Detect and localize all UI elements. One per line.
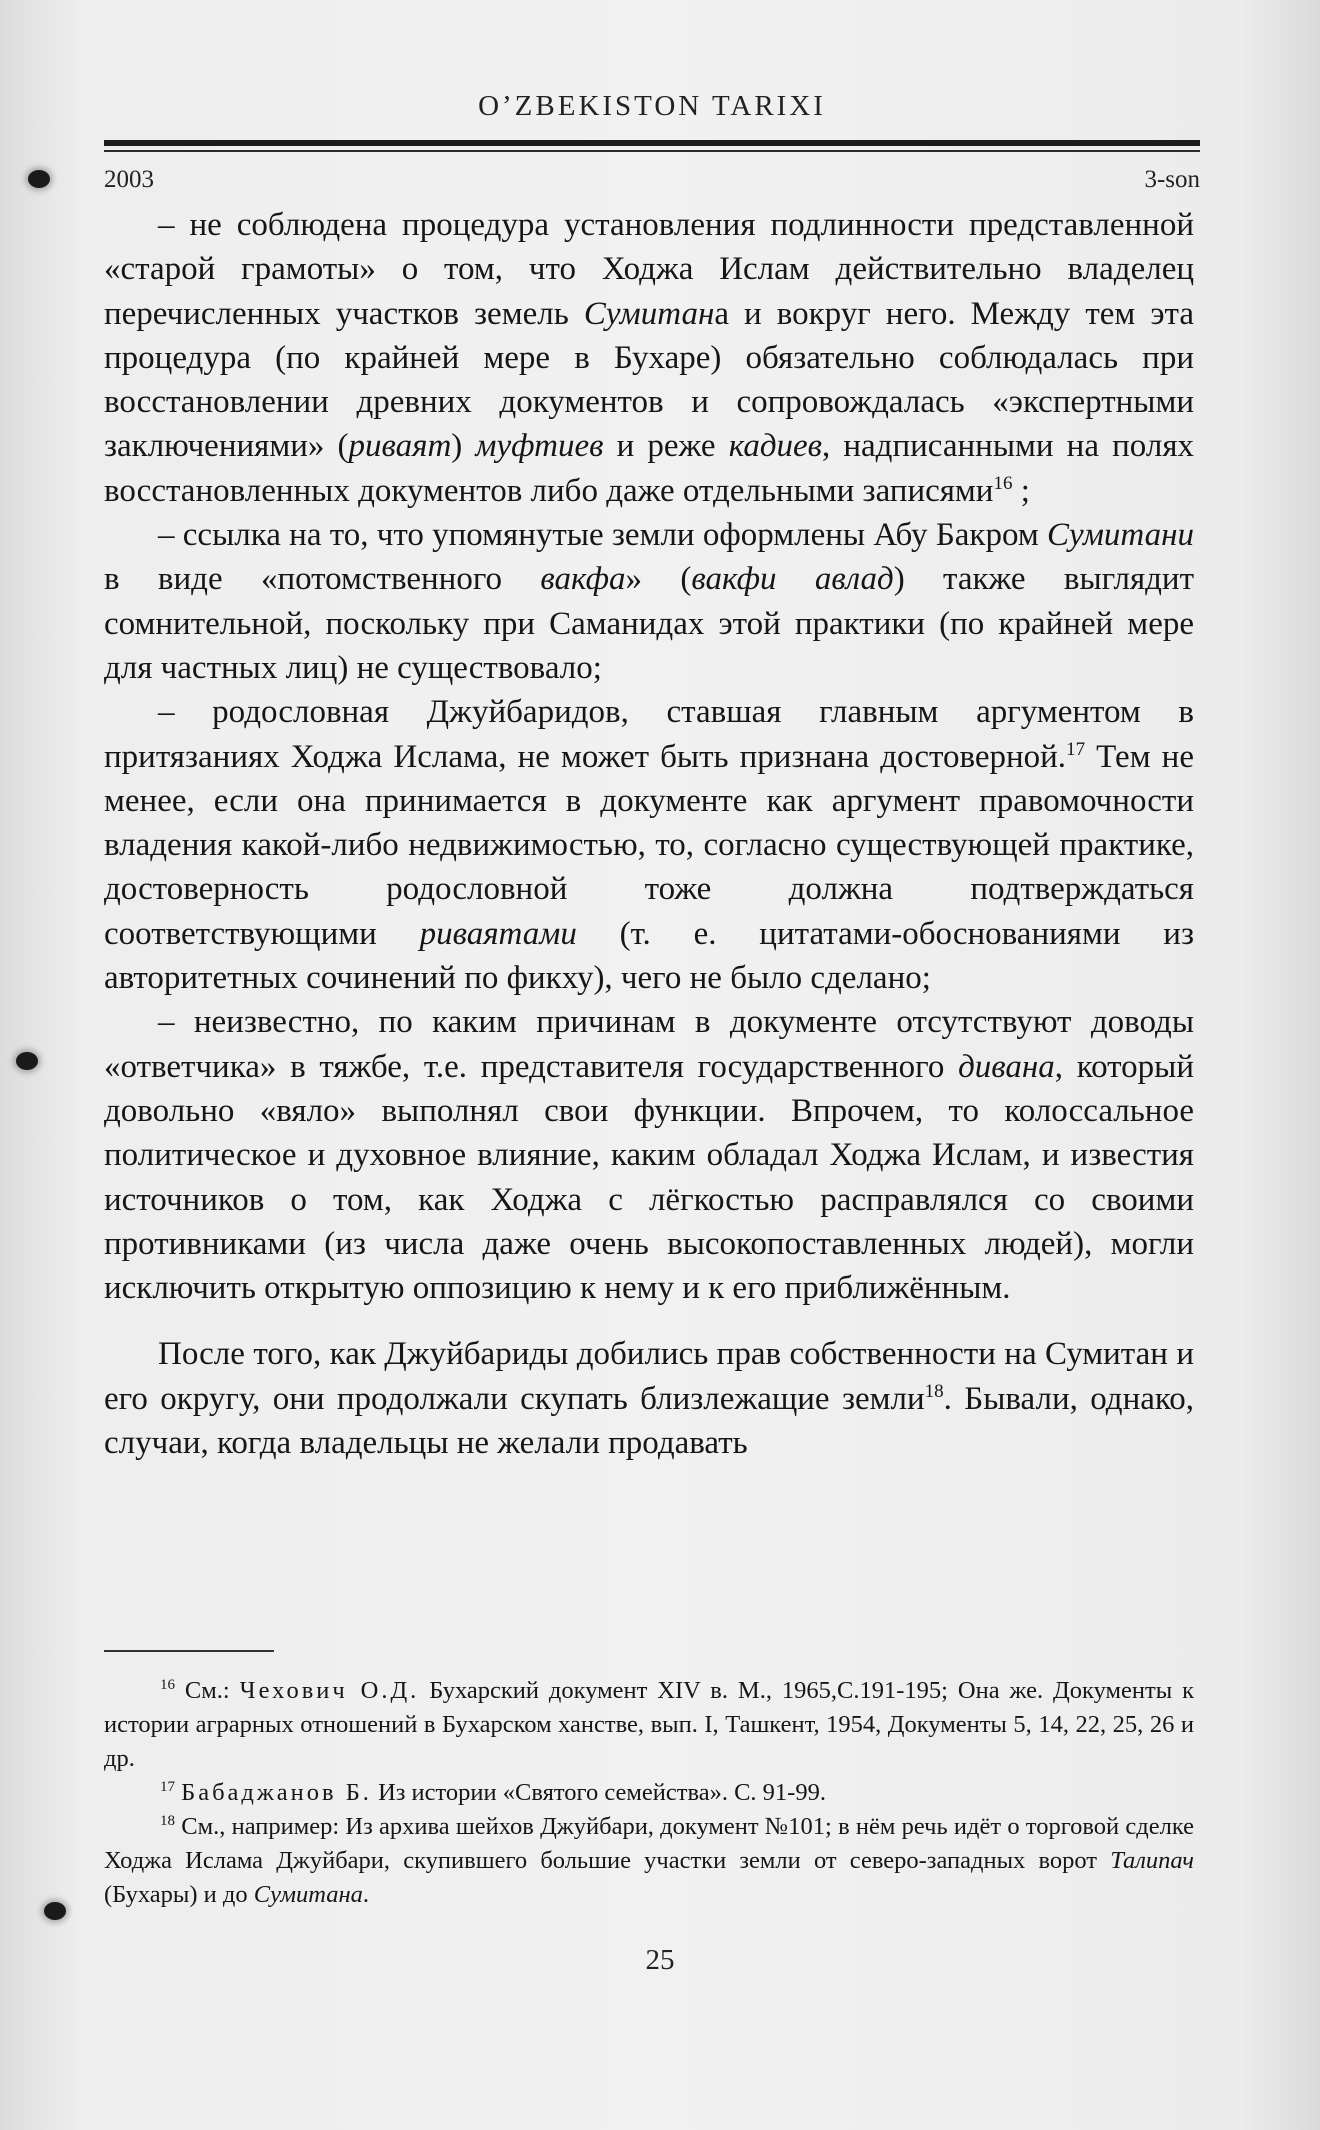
- journal-title: O’ZBEKISTON TARIXI: [478, 90, 826, 122]
- paragraph-1: – не соблюдена процедура установления подлинности представленной «старой грамоты» о том, что Ходжа Ислам действительно владелец перечисленных участков земель Сумитана и вокруг него. Между тем эта процедура (по крайней мере в Бухаре) обязательно соблюдалась при восстановлении древних документов и сопровождалась «экспертными заключениями» (риваят) муфтиев и реже кадиев, надписанными на полях восстановленных документов либо даже отдельными записями$^{16}$ ;: [104, 207, 1194, 509]
- paragraph-3: – родословная Джуйбаридов, ставшая главным аргументом в притязаниях Ходжа Ислама, не может быть признана достоверной.$^{17}$ Тем не менее, если она принимается в документе как аргумент правомочности владения какой-либо недвижимостью, то, согласно существующей практике, достоверность родословной тоже должна подтверждаться соответствующими риваятами (т. е. цитатами-обоснованиями из авторитетных сочинений по фикху), чего не было сделано;: [104, 694, 1194, 997]
- footnote-16: $^{16}$ См.: Чехович О.Д. Бухарский документ XIV в. М., 1965,С.191-195; Она же. Документы к истории аграрных отношений в Бухарском ханстве, вып. I, Ташкент, 1954, Документы 5, 14, 22, 25, 26 и др.: [104, 1676, 1194, 1772]
- issue-number: 3-son: [1144, 166, 1200, 193]
- footnote-17: $^{17}$ Бабаджанов Б. Из истории «Святого семейства». С. 91-99.: [160, 1778, 826, 1806]
- footnote-ref-17: 17: [1066, 738, 1086, 760]
- punch-hole-icon: [16, 1052, 38, 1070]
- paragraph-4: – неизвестно, по каким причинам в документе отсутствуют доводы «ответчика» в тяжбе, т.е. представителя государственного дивана, который довольно «вяло» выполнял свои функции. Впрочем, то колоссальное политическое и духовное влияние, каким обладал Ходжа Ислам, и известия источников о том, как Ходжа с лёгкостью расправлялся со своими противниками (из числа даже очень высокопоставленных людей), могли исключить открытую оппозицию к нему и к его приближённым.: [104, 1004, 1194, 1307]
- footnote-ref-16: 16: [993, 472, 1013, 494]
- punch-hole-icon: [44, 1902, 66, 1920]
- header-rule-thin: [104, 150, 1200, 152]
- footnote-18: $^{18}$ См., например: Из архива шейхов Джуйбари, документ №101; в нём речь идёт о торговой сделке Ходжа Ислама Джуйбари, скупившего большие участки земли от северо-западных ворот Талипач (Бухары) и до Сумитана.: [104, 1812, 1194, 1908]
- page-number: 25: [645, 1944, 675, 1976]
- issue-year: 2003: [104, 166, 154, 193]
- punch-hole-icon: [28, 170, 50, 188]
- footnote-separator: [104, 1650, 274, 1652]
- header-rule-thick: [104, 140, 1200, 146]
- paragraph-2: – ссылка на то, что упомянутые земли оформлены Абу Бакром Сумитани в виде «потомственного вакфа» (вакфи авлад) также выглядит сомнительной, поскольку при Саманидах этой практики (по крайней мере для частных лиц) не существовало;: [104, 517, 1195, 686]
- footnotes: [104, 1674, 1194, 1912]
- paragraph-5: После того, как Джуйбариды добились прав собственности на Сумитан и его округу, они продолжали скупать близлежащие земли$^{18}$. Бывали, однако, случаи, когда владельцы не желали продавать: [104, 1336, 1194, 1462]
- footnote-ref-18: 18: [924, 1380, 944, 1402]
- article-body: [104, 203, 1194, 1465]
